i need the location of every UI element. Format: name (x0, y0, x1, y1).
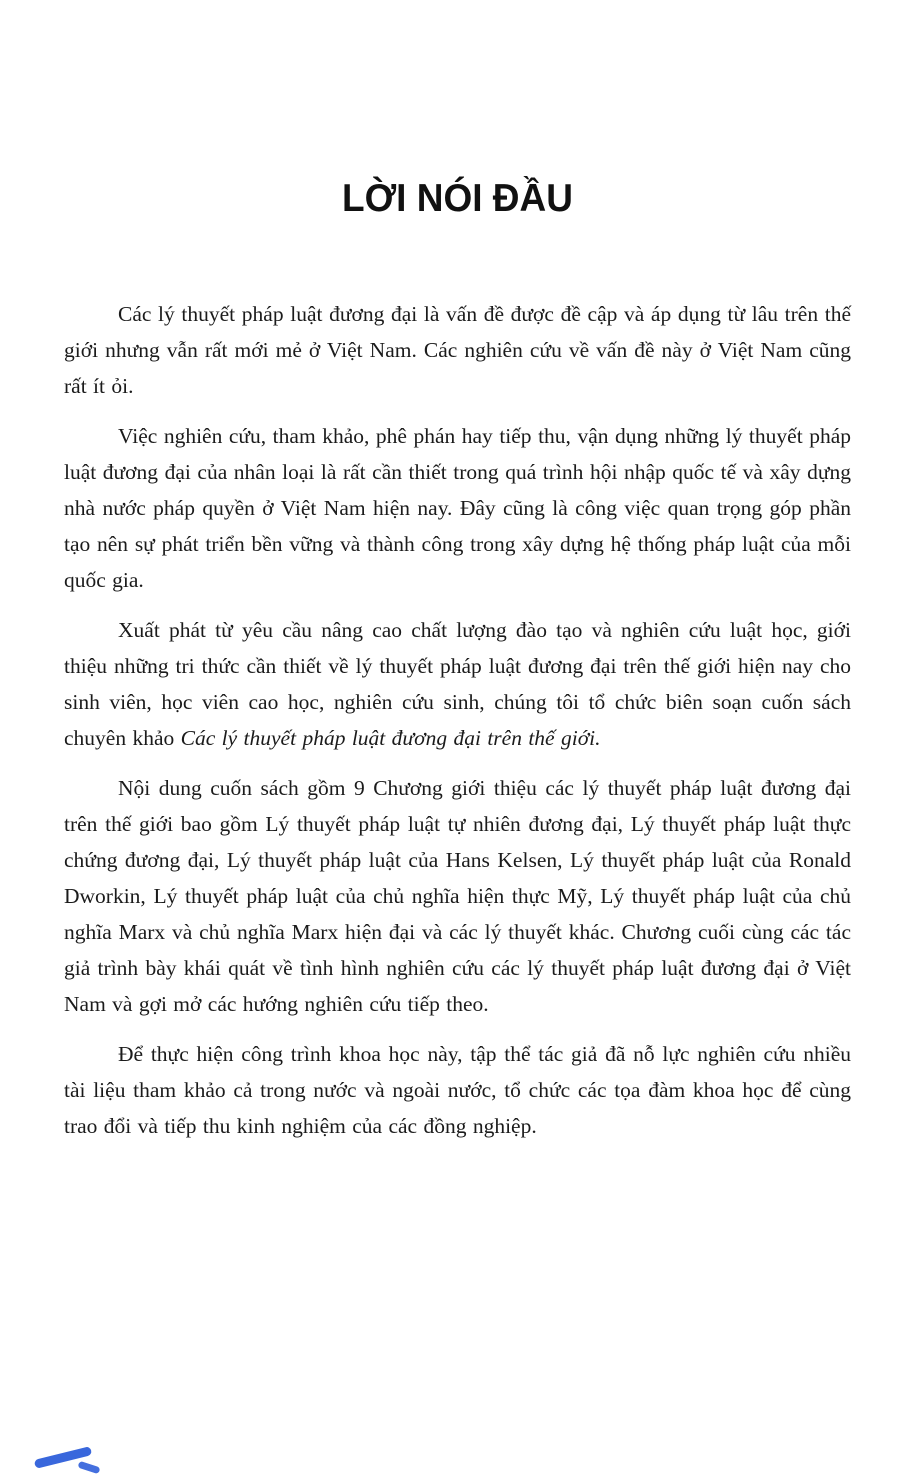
page-title: LỜI NÓI ĐẦU (342, 176, 573, 220)
paragraph-3 (64, 612, 851, 756)
paragraph-2-text: Việc nghiên cứu, tham khảo, phê phán hay tiếp thu, vận dụng những lý thuyết pháp luật đương đại của nhân loại là rất cần thiết trong quá trình hội nhập quốc tế và xây dựng nhà nước pháp quyền ở Việt Nam hiện nay. Đây cũng là công việc quan trọng góp phần tạo nên sự phát triển bền vững và thành công trong xây dựng hệ thống pháp luật của mỗi quốc gia. (64, 424, 851, 592)
body-text (64, 296, 851, 1144)
paragraph-2 (64, 418, 851, 598)
paragraph-5-text: Để thực hiện công trình khoa học này, tập thể tác giả đã nỗ lực nghiên cứu nhiều tài liệu tham khảo cả trong nước và ngoài nước, tổ chức các tọa đàm khoa học để cùng trao đổi và tiếp thu kinh nghiệm của các đồng nghiệp. (64, 1042, 851, 1138)
paragraph-1 (64, 296, 851, 404)
paragraph-4 (64, 770, 851, 1022)
paragraph-5 (64, 1036, 851, 1144)
paragraph-3-text: Xuất phát từ yêu cầu nâng cao chất lượng đào tạo và nghiên cứu luật học, giới thiệu những tri thức cần thiết về lý thuyết pháp luật đương đại trên thế giới hiện nay cho sinh viên, học viên cao học, nghiên cứu sinh, chúng tôi tổ chức biên soạn cuốn sách chuyên khảo (64, 618, 851, 750)
book-title-reference: Các lý thuyết pháp luật đương đại trên thế giới. (180, 726, 601, 750)
blue-pen-mark-artifact-small (77, 1461, 100, 1474)
paragraph-1-text: Các lý thuyết pháp luật đương đại là vấn đề được đề cập và áp dụng từ lâu trên thế giới nhưng vẫn rất mới mẻ ở Việt Nam. Các nghiên cứu về vấn đề này ở Việt Nam cũng rất ít ỏi. (64, 302, 851, 398)
paragraph-4-text: Nội dung cuốn sách gồm 9 Chương giới thiệu các lý thuyết pháp luật đương đại trên thế giới bao gồm Lý thuyết pháp luật tự nhiên đương đại, Lý thuyết pháp luật thực chứng đương đại, Lý thuyết pháp luật của Hans Kelsen, Lý thuyết pháp luật của Ronald Dworkin, Lý thuyết pháp luật của chủ nghĩa hiện thực Mỹ, Lý thuyết pháp luật của chủ nghĩa Marx và chủ nghĩa Marx hiện đại và các lý thuyết khác. Chương cuối cùng các tác giả trình bày khái quát về tình hình nghiên cứu các lý thuyết pháp luật đương đại ở Việt Nam và gợi mở các hướng nghiên cứu tiếp theo. (64, 776, 851, 1016)
